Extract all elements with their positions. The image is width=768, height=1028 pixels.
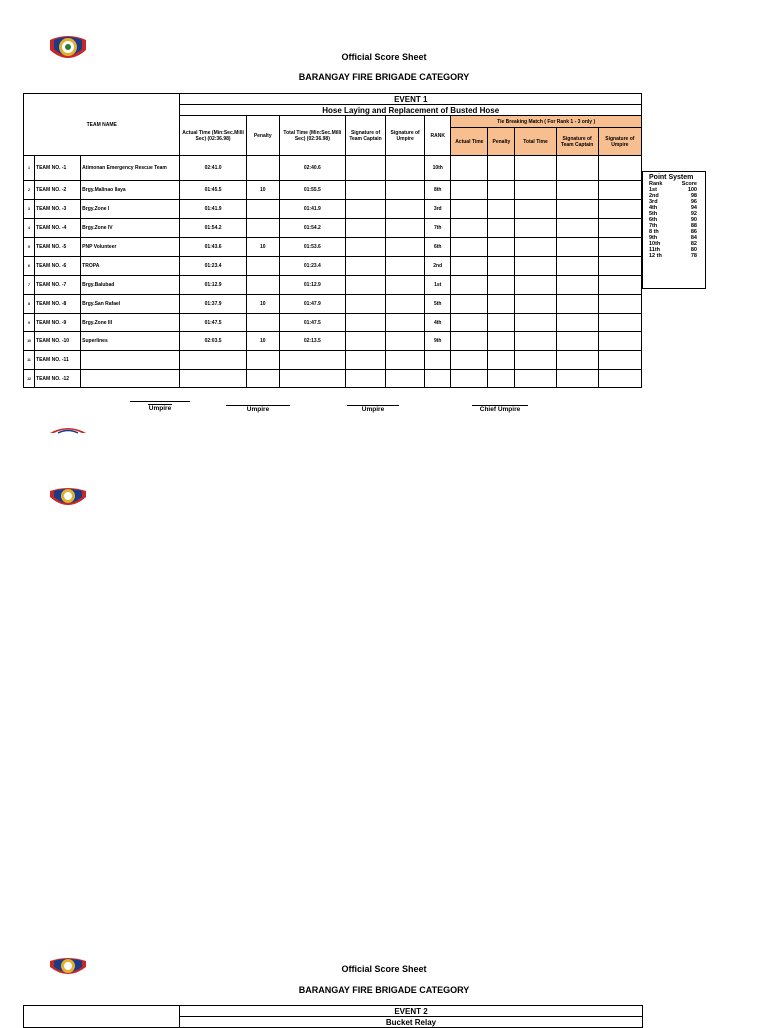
point-score: 82 — [690, 241, 697, 247]
point-rank: 6th — [649, 217, 658, 223]
rank-cell: 9th — [425, 332, 451, 351]
team-name-header: TEAM NAME — [24, 94, 180, 156]
rank-cell: 3rd — [425, 200, 451, 219]
sheet-title: Official Score Sheet — [341, 52, 427, 62]
score-table-event-1 — [23, 93, 642, 388]
table-row — [24, 295, 642, 314]
table-row — [24, 156, 642, 181]
umpire-signature-cell — [386, 351, 425, 370]
table-row — [24, 332, 642, 351]
penalty-cell: 10 — [246, 332, 279, 351]
tb-total-time-cell — [515, 238, 556, 257]
umpire-signature-cell — [386, 156, 425, 181]
point-rank: 3rd — [649, 199, 658, 205]
event-name: Bucket Relay — [180, 1017, 643, 1028]
total-time-cell — [279, 370, 345, 388]
tb-total-time-cell — [515, 257, 556, 276]
tb-captain-signature-cell — [556, 238, 598, 257]
actual-time-header: Actual Time (Min:Sec.Milli Sec) (02:36.98) — [180, 116, 246, 156]
point-score: 80 — [690, 247, 697, 253]
tb-actual-time-cell — [451, 314, 488, 332]
team-name-cell: Brgy.Zone IV — [81, 219, 180, 238]
point-score: 84 — [690, 235, 697, 241]
team-number-cell: TEAM NO. -4 — [35, 219, 81, 238]
tb-umpire-signature-cell — [598, 370, 641, 388]
tb-penalty-cell — [488, 332, 515, 351]
penalty-cell — [246, 314, 279, 332]
total-time-cell: 02:40.6 — [279, 156, 345, 181]
tb-penalty-header: Penalty — [488, 128, 515, 156]
tb-captain-signature-cell — [556, 332, 598, 351]
tb-umpire-signature-header: Signature of Umpire — [598, 128, 641, 156]
team-name-cell: Brgy.San Rafael — [81, 295, 180, 314]
tb-captain-signature-cell — [556, 219, 598, 238]
row-number-cell: 8 — [24, 295, 35, 314]
table-row — [24, 351, 642, 370]
tb-total-time-cell — [515, 181, 556, 200]
point-score: 94 — [690, 205, 697, 211]
row-number-cell: 7 — [24, 276, 35, 295]
point-score: 98 — [690, 193, 697, 199]
actual-time-cell: 02:03.5 — [180, 332, 246, 351]
tb-actual-time-cell — [451, 156, 488, 181]
table-row — [24, 314, 642, 332]
team-number-cell: TEAM NO. -10 — [35, 332, 81, 351]
actual-time-cell — [180, 351, 246, 370]
actual-time-cell: 01:45.5 — [180, 181, 246, 200]
tb-penalty-cell — [488, 314, 515, 332]
total-time-cell: 01:55.5 — [279, 181, 345, 200]
team-number-cell: TEAM NO. -7 — [35, 276, 81, 295]
captain-signature-cell — [345, 156, 385, 181]
tb-umpire-signature-cell — [598, 276, 641, 295]
team-name-cell: Brgy.Malinao Ilaya — [81, 181, 180, 200]
tb-captain-signature-cell — [556, 370, 598, 388]
total-time-cell: 02:13.5 — [279, 332, 345, 351]
point-rank: 10th — [649, 241, 661, 247]
umpire-signature-cell — [386, 181, 425, 200]
table-row — [24, 370, 642, 388]
umpire-signature-cell — [386, 295, 425, 314]
penalty-cell — [246, 351, 279, 370]
total-time-cell: 01:47.9 — [279, 295, 345, 314]
point-score: 78 — [690, 253, 697, 259]
team-name-cell: Brgy.Balubad — [81, 276, 180, 295]
tb-umpire-signature-cell — [598, 351, 641, 370]
umpire-signature-cell — [386, 332, 425, 351]
category-title: BARANGAY FIRE BRIGADE CATEGORY — [298, 72, 470, 82]
tb-umpire-signature-cell — [598, 200, 641, 219]
captain-signature-cell — [345, 332, 385, 351]
umpire-signature-cell — [386, 238, 425, 257]
actual-time-cell — [180, 370, 246, 388]
team-number-cell: TEAM NO. -9 — [35, 314, 81, 332]
score-table-event-2 — [23, 1005, 643, 1028]
row-number-cell: 11 — [24, 351, 35, 370]
point-rank: 4th — [649, 205, 658, 211]
table-row — [24, 200, 642, 219]
table-row — [24, 238, 642, 257]
point-rank: 9th — [649, 235, 658, 241]
tb-umpire-signature-cell — [598, 156, 641, 181]
sheet-title: Official Score Sheet — [341, 964, 427, 974]
point-score: 100 — [687, 187, 697, 193]
tb-umpire-signature-cell — [598, 257, 641, 276]
team-name-cell: TROPA — [81, 257, 180, 276]
table-row — [24, 181, 642, 200]
point-score: 92 — [690, 211, 697, 217]
total-time-cell: 01:53.6 — [279, 238, 345, 257]
event-name: Hose Laying and Replacement of Busted Hose — [180, 105, 642, 116]
tie-breaking-header: Tie Breaking Match ( For Rank 1 - 3 only ) — [451, 116, 642, 128]
table-row — [24, 219, 642, 238]
tb-actual-time-cell — [451, 276, 488, 295]
team-name-cell: Brgy.Zone III — [81, 314, 180, 332]
penalty-cell — [246, 200, 279, 219]
rank-cell: 10th — [425, 156, 451, 181]
captain-signature-header: Signature of Team Captain — [345, 116, 385, 156]
tb-actual-time-cell — [451, 200, 488, 219]
tb-total-time-cell — [515, 295, 556, 314]
actual-time-cell: 01:12.9 — [180, 276, 246, 295]
umpire-signature-cell — [386, 314, 425, 332]
signature-label: Umpire — [246, 406, 270, 413]
point-score: 96 — [690, 199, 697, 205]
point-rank: 12 th — [649, 253, 662, 259]
rank-header: RANK — [425, 116, 451, 156]
point-system-row — [643, 253, 705, 259]
umpire-signature-cell — [386, 257, 425, 276]
point-rank: 5th — [649, 211, 658, 217]
point-score: 90 — [690, 217, 697, 223]
tb-captain-signature-cell — [556, 156, 598, 181]
event-label: EVENT 2 — [180, 1006, 643, 1017]
tb-actual-time-cell — [451, 238, 488, 257]
captain-signature-cell — [345, 181, 385, 200]
signature-chief-umpire — [472, 405, 528, 413]
actual-time-cell: 01:43.6 — [180, 238, 246, 257]
row-number-cell: 12 — [24, 370, 35, 388]
tb-umpire-signature-cell — [598, 219, 641, 238]
tb-captain-signature-cell — [556, 257, 598, 276]
tb-umpire-signature-cell — [598, 181, 641, 200]
tb-penalty-cell — [488, 181, 515, 200]
team-name-cell — [81, 351, 180, 370]
brigade-logo-partial-icon — [48, 423, 88, 435]
tb-actual-time-cell — [451, 332, 488, 351]
team-number-cell: TEAM NO. -3 — [35, 200, 81, 219]
penalty-cell — [246, 370, 279, 388]
total-time-cell: 01:23.4 — [279, 257, 345, 276]
actual-time-cell: 01:54.2 — [180, 219, 246, 238]
team-number-cell: TEAM NO. -2 — [35, 181, 81, 200]
tb-total-time-cell — [515, 200, 556, 219]
tb-penalty-cell — [488, 295, 515, 314]
umpire-signature-header: Signature of Umpire — [386, 116, 425, 156]
team-name-cell: Atimonan Emergency Rescue Team — [81, 156, 180, 181]
tb-total-time-cell — [515, 314, 556, 332]
score-col-header: Score — [681, 181, 697, 187]
point-score: 88 — [690, 223, 697, 229]
rank-cell — [425, 351, 451, 370]
captain-signature-cell — [345, 295, 385, 314]
rank-cell: 1st — [425, 276, 451, 295]
actual-time-cell: 01:47.5 — [180, 314, 246, 332]
signature-label: Chief Umpire — [479, 406, 521, 413]
point-rank: 11th — [649, 247, 661, 253]
captain-signature-cell — [345, 314, 385, 332]
penalty-header: Penalty — [246, 116, 279, 156]
rank-cell: 2nd — [425, 257, 451, 276]
actual-time-cell: 01:37.9 — [180, 295, 246, 314]
tb-captain-signature-cell — [556, 351, 598, 370]
tb-actual-time-cell — [451, 295, 488, 314]
team-number-cell: TEAM NO. -8 — [35, 295, 81, 314]
captain-signature-cell — [345, 219, 385, 238]
captain-signature-cell — [345, 370, 385, 388]
row-number-cell: 5 — [24, 238, 35, 257]
row-number-cell: 3 — [24, 200, 35, 219]
point-rank: 8 th — [649, 229, 659, 235]
team-name-header — [24, 1006, 180, 1028]
brigade-logo-icon — [48, 487, 88, 511]
point-rank: 2nd — [649, 193, 659, 199]
actual-time-cell: 01:23.4 — [180, 257, 246, 276]
point-rank: 7th — [649, 223, 658, 229]
row-number-cell: 6 — [24, 257, 35, 276]
row-number-cell: 9 — [24, 314, 35, 332]
team-number-cell: TEAM NO. -11 — [35, 351, 81, 370]
team-name-cell — [81, 370, 180, 388]
team-number-cell: TEAM NO. -6 — [35, 257, 81, 276]
signature-label: Umpire — [148, 405, 172, 412]
tb-penalty-cell — [488, 370, 515, 388]
tb-penalty-cell — [488, 351, 515, 370]
umpire-signature-cell — [386, 370, 425, 388]
signature-umpire-3 — [347, 405, 399, 413]
signature-umpire-1 — [130, 401, 190, 412]
team-number-cell: TEAM NO. -5 — [35, 238, 81, 257]
tb-captain-signature-cell — [556, 200, 598, 219]
tb-penalty-cell — [488, 200, 515, 219]
point-system-title: Point System — [649, 174, 694, 181]
actual-time-cell: 01:41.9 — [180, 200, 246, 219]
tb-total-time-cell — [515, 156, 556, 181]
total-time-cell: 01:41.9 — [279, 200, 345, 219]
point-score: 86 — [690, 229, 697, 235]
penalty-cell — [246, 276, 279, 295]
tb-total-time-cell — [515, 276, 556, 295]
tb-penalty-cell — [488, 219, 515, 238]
category-title: BARANGAY FIRE BRIGADE CATEGORY — [298, 985, 470, 995]
tb-actual-time-cell — [451, 370, 488, 388]
tb-total-time-cell — [515, 370, 556, 388]
captain-signature-cell — [345, 257, 385, 276]
event-label: EVENT 1 — [180, 94, 642, 105]
team-name-cell: Brgy.Zone I — [81, 200, 180, 219]
tb-actual-time-header: Actual Time — [451, 128, 488, 156]
tb-umpire-signature-cell — [598, 238, 641, 257]
tb-total-time-cell — [515, 351, 556, 370]
umpire-signature-cell — [386, 200, 425, 219]
total-time-cell: 01:47.5 — [279, 314, 345, 332]
tb-actual-time-cell — [451, 181, 488, 200]
tb-actual-time-cell — [451, 257, 488, 276]
tb-umpire-signature-cell — [598, 314, 641, 332]
row-number-cell: 1 — [24, 156, 35, 181]
rank-cell: 4th — [425, 314, 451, 332]
tb-total-time-header: Total Time — [515, 128, 556, 156]
tb-penalty-cell — [488, 276, 515, 295]
signature-umpire-2 — [226, 405, 290, 413]
team-name-cell: Superlines — [81, 332, 180, 351]
total-time-header: Total Time (Min:Sec.Milli Sec) (02:36.98) — [279, 116, 345, 156]
rank-cell: 7th — [425, 219, 451, 238]
penalty-cell: 10 — [246, 295, 279, 314]
tb-captain-signature-header: Signature of Team Captain — [556, 128, 598, 156]
tb-actual-time-cell — [451, 351, 488, 370]
table-row — [24, 257, 642, 276]
team-number-cell: TEAM NO. -12 — [35, 370, 81, 388]
team-name-cell: PNP Volunteer — [81, 238, 180, 257]
rank-cell — [425, 370, 451, 388]
penalty-cell: 10 — [246, 181, 279, 200]
rank-cell: 6th — [425, 238, 451, 257]
row-number-cell: 2 — [24, 181, 35, 200]
captain-signature-cell — [345, 351, 385, 370]
tb-captain-signature-cell — [556, 276, 598, 295]
rank-col-header: Rank — [649, 181, 663, 187]
table-row — [24, 276, 642, 295]
tb-captain-signature-cell — [556, 295, 598, 314]
tb-captain-signature-cell — [556, 314, 598, 332]
penalty-cell — [246, 156, 279, 181]
row-number-cell: 4 — [24, 219, 35, 238]
tb-penalty-cell — [488, 257, 515, 276]
tb-penalty-cell — [488, 238, 515, 257]
tb-total-time-cell — [515, 332, 556, 351]
point-system-box — [642, 171, 706, 289]
tb-total-time-cell — [515, 219, 556, 238]
row-number-cell: 10 — [24, 332, 35, 351]
umpire-signature-cell — [386, 219, 425, 238]
tb-umpire-signature-cell — [598, 332, 641, 351]
tb-umpire-signature-cell — [598, 295, 641, 314]
total-time-cell: 01:54.2 — [279, 219, 345, 238]
captain-signature-cell — [345, 238, 385, 257]
total-time-cell: 01:12.9 — [279, 276, 345, 295]
actual-time-cell: 02:41.0 — [180, 156, 246, 181]
signature-label: Umpire — [361, 406, 385, 413]
total-time-cell — [279, 351, 345, 370]
umpire-signature-cell — [386, 276, 425, 295]
team-number-cell: TEAM NO. -1 — [35, 156, 81, 181]
rank-cell: 8th — [425, 181, 451, 200]
captain-signature-cell — [345, 200, 385, 219]
penalty-cell — [246, 257, 279, 276]
penalty-cell: 10 — [246, 238, 279, 257]
point-rank: 1st — [649, 187, 657, 193]
tb-captain-signature-cell — [556, 181, 598, 200]
tb-actual-time-cell — [451, 219, 488, 238]
penalty-cell — [246, 219, 279, 238]
rank-cell: 5th — [425, 295, 451, 314]
tb-penalty-cell — [488, 156, 515, 181]
captain-signature-cell — [345, 276, 385, 295]
